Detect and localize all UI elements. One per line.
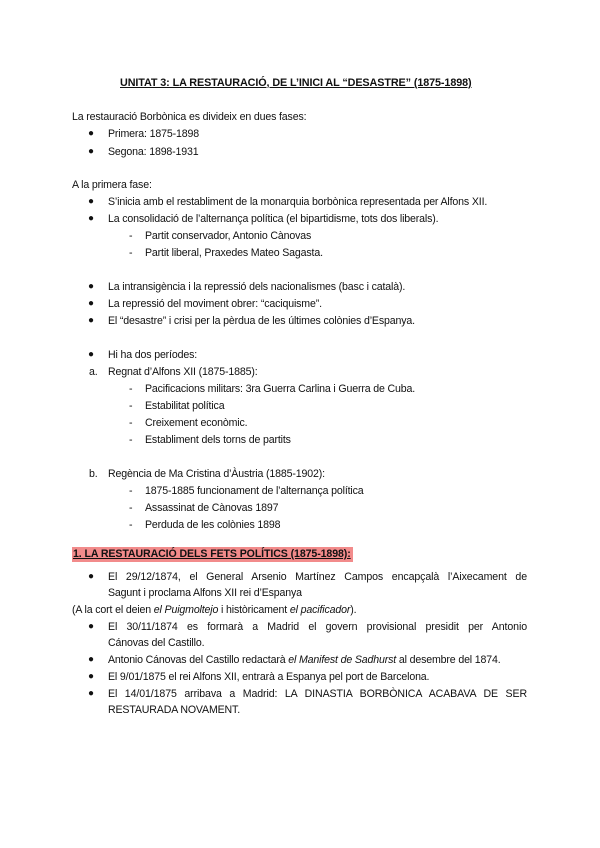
bullet-icon: ●	[88, 654, 95, 665]
dash-icon: -	[129, 485, 133, 497]
list-item-continuation: RESTAURADA NOVAMENT.	[108, 704, 240, 716]
list-marker: b.	[89, 468, 98, 480]
bullet-icon: ●	[88, 688, 95, 699]
bullet-icon: ●	[88, 571, 95, 582]
list-item: El 30/11/1874 es formarà a Madrid el govern provisional presidit per Antonio	[108, 621, 527, 633]
list-item: El 29/12/1874, el General Arsenio Martínez Campos encapçalà l’Aixecament de	[108, 571, 527, 583]
dash-icon: -	[129, 247, 133, 259]
list-item: Estabilitat política	[145, 400, 225, 412]
period-b-label: Regència de Ma Cristina d’Àustria (1885-1902):	[108, 468, 325, 480]
dash-icon: -	[129, 400, 133, 412]
list-item: Segona: 1898-1931	[108, 146, 199, 158]
note-italic: el Puigmoltejo	[153, 604, 219, 616]
dash-icon: -	[129, 383, 133, 395]
dash-icon: -	[129, 502, 133, 514]
item-italic: el Manifest de Sadhurst	[288, 654, 397, 666]
section-heading-highlighted: 1. LA RESTAURACIÓ DELS FETS POLÍTICS (1875-1898):	[73, 548, 351, 560]
list-item: Partit liberal, Praxedes Mateo Sagasta.	[145, 247, 323, 259]
bullet-icon: ●	[88, 196, 95, 207]
note-text: (A la cort el deien	[72, 604, 154, 616]
historical-note	[72, 603, 356, 617]
list-item: Hi ha dos períodes:	[108, 349, 198, 361]
list-item-continuation: Cánovas del Castillo.	[108, 637, 205, 649]
list-item: Pacificacions militars: 3ra Guerra Carlina i Guerra de Cuba.	[145, 383, 416, 395]
list-item: 1875-1885 funcionament de l’alternança política	[145, 485, 364, 497]
bullet-icon: ●	[88, 146, 95, 157]
dash-icon: -	[129, 434, 133, 446]
list-item: Perduda de les colònies 1898	[145, 519, 281, 531]
list-item: El 9/01/1875 el rei Alfons XII, entrarà a Espanya pel port de Barcelona.	[108, 671, 430, 683]
section-subheading: A la primera fase:	[72, 179, 152, 191]
period-a-label: Regnat d’Alfons XII (1875-1885):	[108, 366, 258, 378]
bullet-icon: ●	[88, 298, 95, 309]
note-text: ).	[350, 604, 357, 616]
list-item-continuation: Sagunt i proclama Alfons XII rei d’Espanya	[108, 587, 302, 599]
bullet-icon: ●	[88, 621, 95, 632]
list-item: Establiment dels torns de partits	[145, 434, 291, 446]
bullet-icon: ●	[88, 213, 95, 224]
list-item	[108, 653, 501, 667]
dash-icon: -	[129, 519, 133, 531]
bullet-icon: ●	[88, 315, 95, 326]
page-title: UNITAT 3: LA RESTAURACIÓ, DE L’INICI AL “DESASTRE” (1875-1898)	[120, 77, 472, 89]
list-marker: a.	[89, 366, 98, 378]
bullet-icon: ●	[88, 671, 95, 682]
list-item: Assassinat de Cànovas 1897	[145, 502, 279, 514]
list-item: Creixement econòmic.	[145, 417, 248, 429]
list-item: Primera: 1875-1898	[108, 128, 199, 140]
list-item: El 14/01/1875 arribava a Madrid: LA DINASTIA BORBÒNICA ACABAVA DE SER	[108, 688, 527, 700]
dash-icon: -	[129, 417, 133, 429]
note-text: i històricament	[218, 604, 290, 616]
bullet-icon: ●	[88, 349, 95, 360]
list-item: S’inicia amb el restabliment de la monarquia borbònica representada per Alfons XII.	[108, 196, 488, 208]
list-item: La intransigència i la repressió dels nacionalismes (basc i català).	[108, 281, 406, 293]
item-text: al desembre del 1874.	[396, 654, 501, 666]
intro-text: La restauració Borbònica es divideix en dues fases:	[72, 111, 307, 123]
list-item: El “desastre” i crisi per la pèrdua de les últimes colònies d’Espanya.	[108, 315, 415, 327]
note-italic: el pacificador	[289, 604, 351, 616]
list-item: Partit conservador, Antonio Cànovas	[145, 230, 312, 242]
bullet-icon: ●	[88, 281, 95, 292]
list-item: La consolidació de l’alternança política (el bipartidisme, tots dos liberals).	[108, 213, 439, 225]
item-text: Antonio Cánovas del Castillo redactarà	[108, 654, 289, 666]
bullet-icon: ●	[88, 128, 95, 139]
dash-icon: -	[129, 230, 133, 242]
list-item: La repressió del moviment obrer: “caciquisme”.	[108, 298, 322, 310]
